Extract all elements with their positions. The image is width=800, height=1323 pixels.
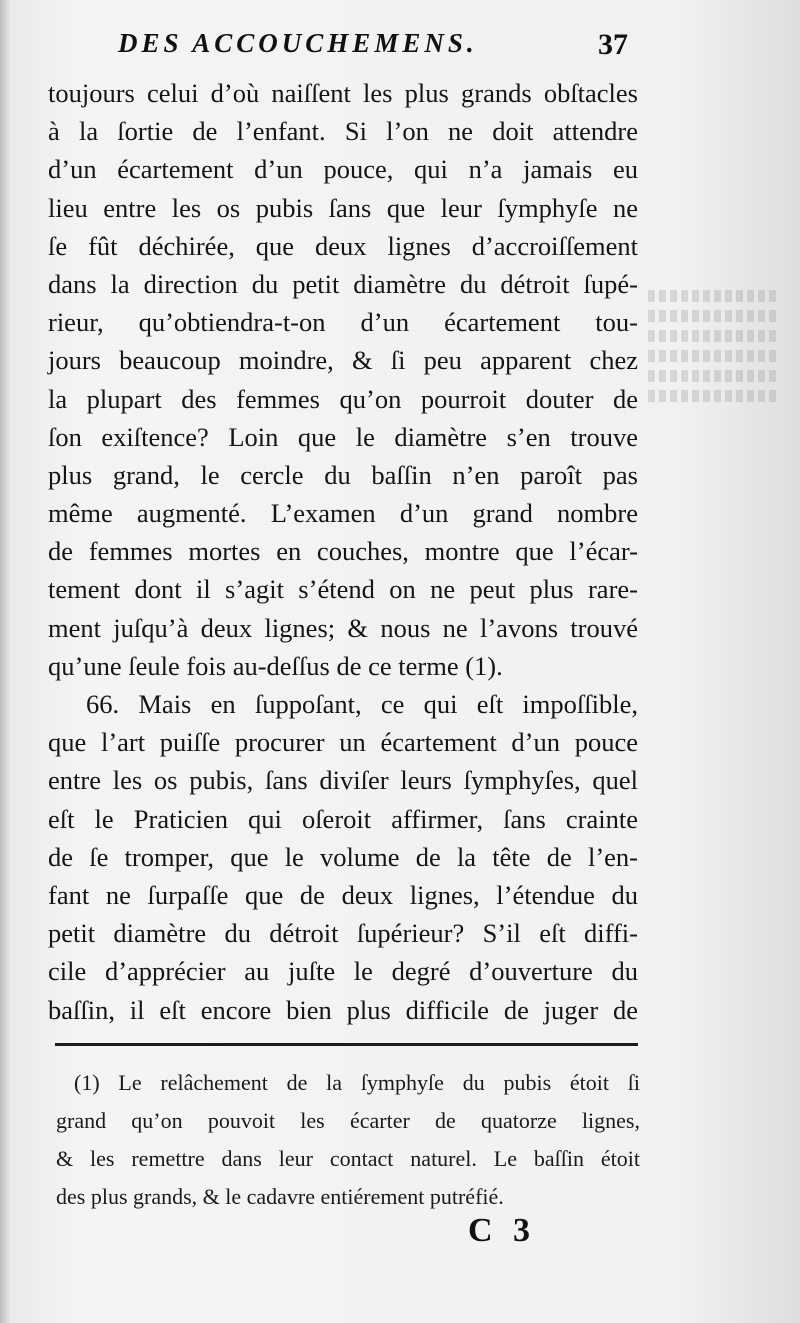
text-line: de ſe tromper, que le volume de la tête de l’en- xyxy=(48,841,638,872)
text-line: jours beaucoup moindre, & ſi peu apparent chez xyxy=(48,345,638,376)
show-through-text xyxy=(648,290,778,450)
footnote-line: grand qu’on pouvoit les écarter de quatorze lignes, xyxy=(56,1108,640,1133)
text-line: qu’une ſeule fois au-deſſus de ce terme (1). xyxy=(48,650,503,681)
text-line: d’un écartement d’un pouce, qui n’a jamais eu xyxy=(48,154,638,185)
running-head: DES ACCOUCHEMENS. xyxy=(118,28,478,58)
text-line: que l’art puiſſe procurer un écartement d’un pouce xyxy=(48,727,638,758)
text-line: rieur, qu’obtiendra-t-on d’un écartement tou- xyxy=(48,307,638,338)
footnote xyxy=(56,1064,640,1216)
footnote-divider xyxy=(55,1043,638,1046)
text-line: tement dont il s’agit s’étend on ne peut plus rare- xyxy=(48,574,638,605)
text-line: entre les os pubis, ſans diviſer leurs ſymphyſes, quel xyxy=(48,765,638,796)
main-text xyxy=(48,74,638,1029)
text-line: à la ſortie de l’enfant. Si l’on ne doit attendre xyxy=(48,116,638,147)
text-line: eſt le Praticien qui oſeroit affirmer, ſans crainte xyxy=(48,803,638,834)
text-line: lieu entre les os pubis ſans que leur ſymphyſe ne xyxy=(48,192,638,223)
text-line: cile d’apprécier au juſte le degré d’ouverture du xyxy=(48,956,638,987)
text-line: de femmes mortes en couches, montre que l’écar- xyxy=(48,536,638,567)
text-line: petit diamètre du détroit ſupérieur? S’il eſt diffi- xyxy=(48,918,638,949)
text-line: ment juſqu’à deux lignes; & nous ne l’avons trouvé xyxy=(48,612,638,643)
footnote-line: (1) Le relâchement de la ſymphyſe du pubis étoit ſi xyxy=(74,1070,640,1095)
page-gutter-shadow xyxy=(0,0,10,1323)
text-line: la plupart des femmes qu’on pourroit douter de xyxy=(48,383,638,414)
text-line: toujours celui d’où naiſſent les plus grands obſtacles xyxy=(48,78,638,108)
page-number: 37 xyxy=(598,28,628,61)
text-line: même augmenté. L’examen d’un grand nombre xyxy=(48,498,638,529)
paragraph-start-line: 66. Mais en ſuppoſant, ce qui eſt impoſſible, xyxy=(86,689,638,719)
text-line: baſſin, il eſt encore bien plus difficile de juger de xyxy=(48,994,638,1025)
text-line: ſon exiſtence? Loin que le diamètre s’en trouve xyxy=(48,421,638,452)
page-header xyxy=(0,28,800,72)
footnote-line: des plus grands, & le cadavre entiérement putréfié. xyxy=(56,1184,504,1209)
text-line: plus grand, le cercle du baſſin n’en paroît pas xyxy=(48,459,638,490)
footnote-line: & les remettre dans leur contact naturel. Le baſſin étoit xyxy=(56,1146,640,1171)
text-line: ſe fût déchirée, que deux lignes d’accroiſſement xyxy=(48,230,638,261)
signature-mark: C 3 xyxy=(468,1212,537,1249)
text-line: dans la direction du petit diamètre du détroit ſupé- xyxy=(48,268,638,299)
text-line: fant ne ſurpaſſe que de deux lignes, l’étendue du xyxy=(48,879,638,910)
